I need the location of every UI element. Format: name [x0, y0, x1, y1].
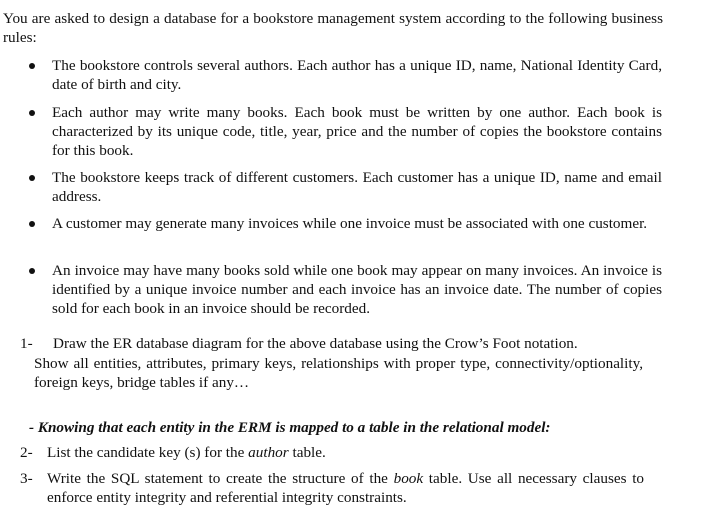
rule-text: The bookstore keeps track of different customers. Each customer has a unique ID, name and email address. — [52, 169, 662, 205]
intro-paragraph: You are asked to design a database for a bookstore management system according to the following business rules: — [3, 10, 663, 46]
question-2-text — [47, 443, 647, 462]
question-number: 2- — [20, 444, 33, 461]
bullet-icon — [29, 221, 35, 227]
bullet-icon — [29, 110, 35, 116]
bullet-icon — [29, 175, 35, 181]
question-1-rest: Show all entities, attributes, primary keys, relationships with proper type, connectivity/optionality, foreign keys, bridge tables if any… — [34, 355, 643, 391]
question-number: 1- — [20, 335, 33, 352]
question-2-before: List the candidate key (s) for the — [47, 444, 249, 461]
question-3-after: table. Use all necessary clauses to enforce entity integrity and referential integrity constraints. — [47, 470, 645, 506]
question-3-before: Write the SQL statement to create the structure of the — [47, 470, 394, 487]
question-number: 3- — [20, 470, 33, 487]
question-2-after: table. — [288, 444, 326, 461]
bullet-icon — [29, 63, 35, 69]
rule-text: The bookstore controls several authors. Each author has a unique ID, name, National Identity Card, date of birth and city. — [52, 57, 662, 93]
question-3-emphasis: book — [393, 470, 424, 487]
question-3-text — [47, 469, 644, 507]
rule-text: Each author may write many books. Each book must be written by one author. Each book is characterized by its unique code, title, year, price and the number of copies the bookstore contains for this book. — [52, 104, 662, 159]
question-1-line1: Draw the ER database diagram for the above database using the Crow’s Foot notation. — [53, 335, 578, 352]
bullet-icon — [29, 268, 35, 274]
rule-text: A customer may generate many invoices while one invoice must be associated with one customer. — [52, 215, 648, 232]
rule-text: An invoice may have many books sold while one book may appear on many invoices. An invoice is identified by a unique invoice number and each invoice has an invoice date. The number of copies sold for each book in an invoice should be recorded. — [52, 262, 662, 317]
mapping-note: - Knowing that each entity in the ERM is mapped to a table in the relational model: — [29, 419, 551, 436]
question-2-emphasis: author — [248, 444, 289, 461]
